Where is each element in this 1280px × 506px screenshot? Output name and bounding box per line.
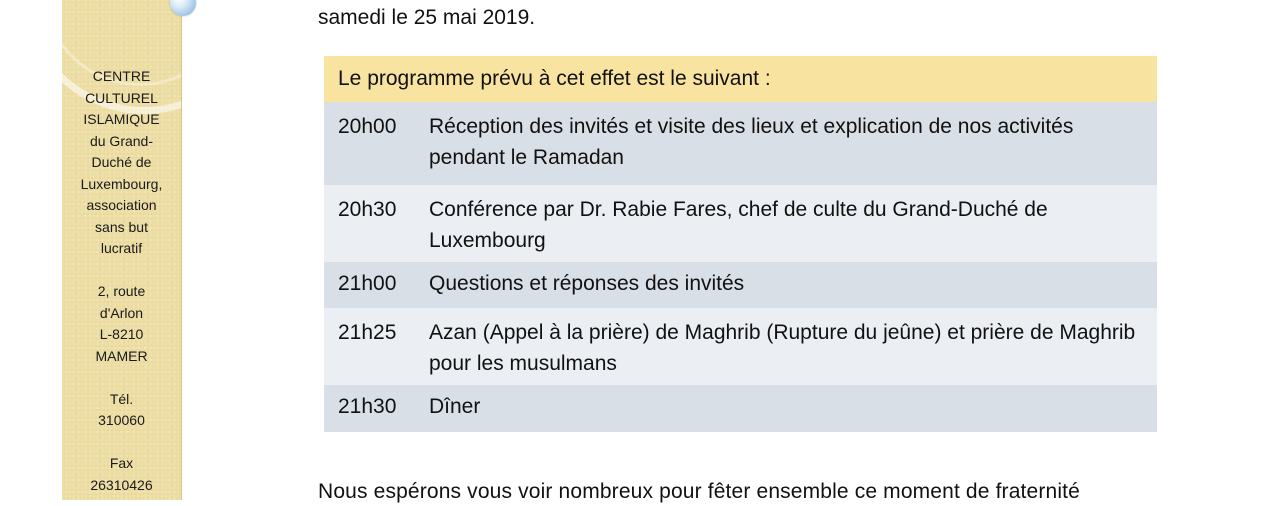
address-line: d'Arlon bbox=[99, 304, 144, 321]
phone-label: Tél. bbox=[109, 390, 134, 407]
org-name-line: Duché de bbox=[91, 154, 152, 170]
org-name-line: ISLAMIQUE bbox=[83, 111, 160, 127]
organization-info bbox=[62, 66, 181, 496]
program-description: Réception des invités et visite des lieux et explication de nos activités pendant le Ramadan bbox=[429, 115, 1074, 169]
fax-label: Fax bbox=[109, 455, 134, 471]
program-row bbox=[324, 185, 1157, 262]
program-time: 21h00 bbox=[338, 272, 397, 295]
letterhead-sidebar bbox=[62, 0, 182, 500]
address-line: L-8210 bbox=[99, 326, 144, 342]
org-name-line: CULTUREL bbox=[85, 89, 158, 106]
program-description: Dîner bbox=[429, 395, 481, 418]
program-row bbox=[324, 262, 1157, 308]
program-time: 21h30 bbox=[338, 395, 397, 418]
phone-number: 310060 bbox=[98, 412, 145, 428]
org-name-line: du Grand- bbox=[89, 132, 154, 149]
org-name-line: Luxembourg, bbox=[80, 175, 163, 192]
program-time: 20h00 bbox=[338, 115, 397, 138]
program-time: 20h30 bbox=[338, 198, 397, 221]
org-name-line: association bbox=[86, 197, 157, 213]
program-time: 21h25 bbox=[338, 321, 397, 344]
fax-number: 26310426 bbox=[90, 476, 153, 493]
program-row bbox=[324, 308, 1157, 385]
program-table bbox=[324, 56, 1157, 432]
program-description: Conférence par Dr. Rabie Fares, chef de culte du Grand-Duché de Luxembourg bbox=[429, 198, 1048, 252]
org-name-line: sans but bbox=[95, 218, 148, 235]
org-name-line: CENTRE bbox=[92, 68, 151, 84]
program-description: Questions et réponses des invités bbox=[429, 272, 745, 295]
org-name-line: lucratif bbox=[100, 240, 143, 256]
program-description: Azan (Appel à la prière) de Maghrib (Rupture du jeûne) et prière de Maghrib pour les musulmans bbox=[429, 321, 1136, 375]
closing-text: Nous espérons vous voir nombreux pour fêter ensemble ce moment de fraternité bbox=[318, 480, 1080, 503]
program-row bbox=[324, 102, 1157, 185]
address-line: 2, route bbox=[97, 283, 146, 299]
address-line: MAMER bbox=[95, 347, 148, 364]
program-row bbox=[324, 385, 1157, 432]
program-heading: Le programme prévu à cet effet est le suivant : bbox=[324, 56, 1157, 102]
intro-text: samedi le 25 mai 2019. bbox=[318, 6, 536, 29]
